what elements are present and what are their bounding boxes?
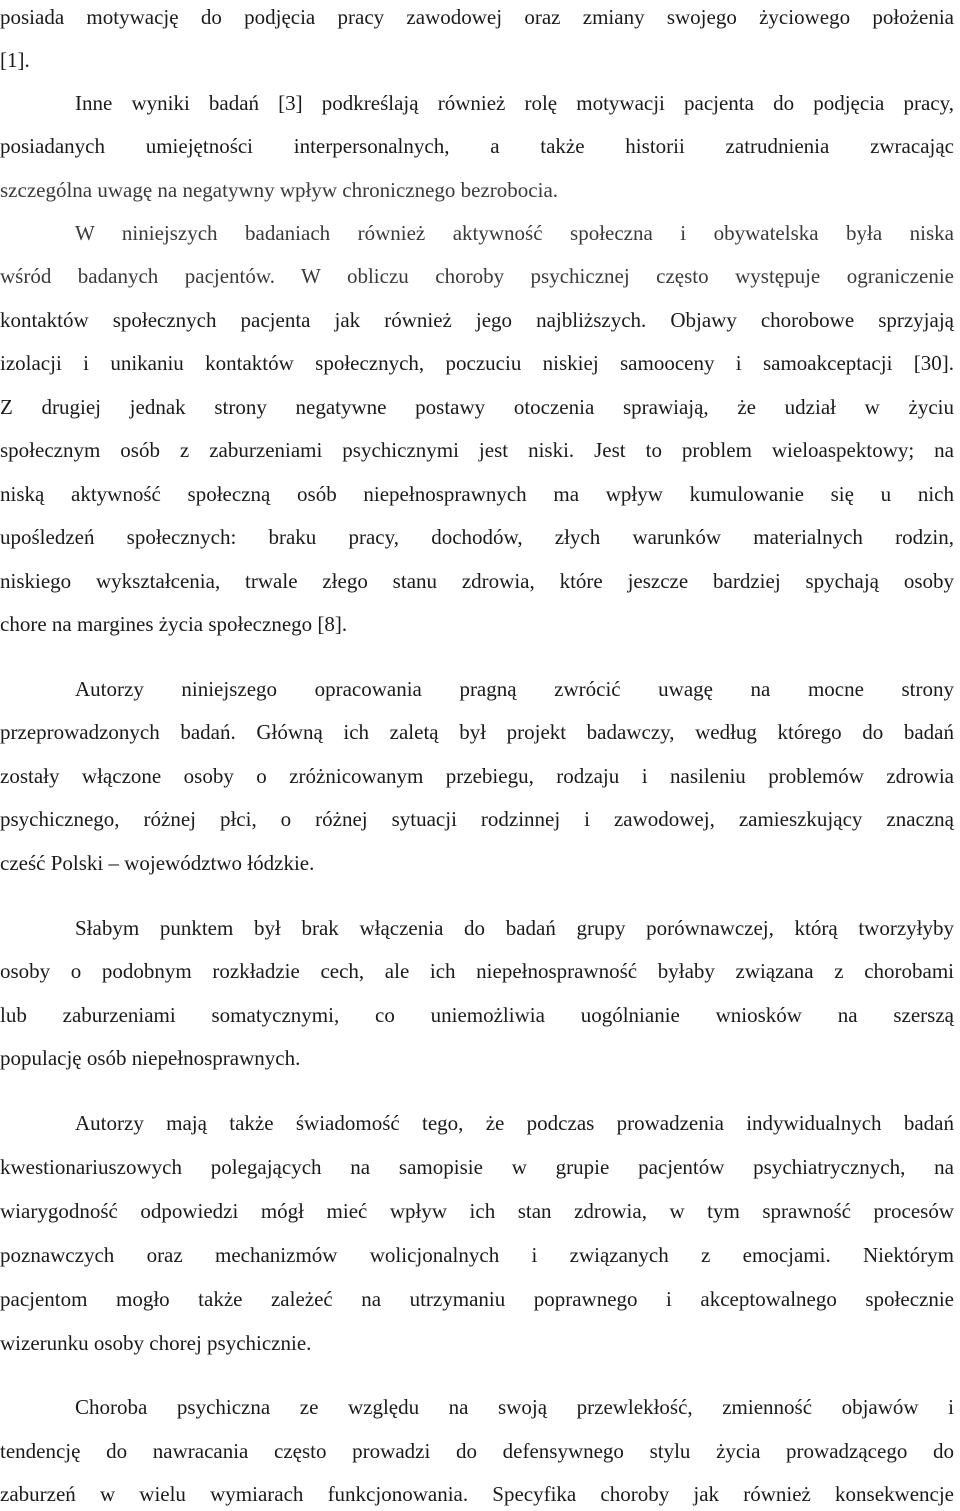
text-line: upośledzeń społecznych: braku pracy, dochodów, złych warunków materialnych rodzin, [0,525,954,549]
text-line: niskiego wykształcenia, trwale złego stanu zdrowia, które jeszcze bardziej spychają osoby [0,569,954,593]
text-line: przeprowadzonych badań. Główną ich zaletą był projekt badawczy, według którego do badań [0,720,954,744]
text-line: Słabym punktem był brak włączenia do badań grupy porównawczej, którą tworzyłyby [75,916,954,940]
text-line: osoby o podobnym rozkładzie cech, ale ich niepełnosprawność byłaby związana z chorobami [0,959,954,983]
text-line: niską aktywność społeczną osób niepełnosprawnych ma wpływ kumulowanie się u nich [0,482,954,506]
text-line: psychicznego, różnej płci, o różnej sytuacji rodzinnej i zawodowej, zamieszkujący znaczną [0,807,954,831]
text-line: kwestionariuszowych polegających na samopisie w grupie pacjentów psychiatrycznych, na [0,1155,954,1179]
text-line: wizerunku osoby chorej psychicznie. [0,1331,312,1355]
text-line: wśród badanych pacjentów. W obliczu choroby psychicznej często występuje ograniczenie [0,264,954,288]
text-line: lub zaburzeniami somatycznymi, co uniemożliwia uogólnianie wniosków na szerszą [0,1003,954,1027]
text-line: Autorzy mają także świadomość tego, że podczas prowadzenia indywidualnych badań [75,1111,954,1135]
text-line: posiada motywację do podjęcia pracy zawodowej oraz zmiany swojego życiowego położenia [0,5,954,29]
text-line: W niniejszych badaniach również aktywność społeczna i obywatelska była niska [75,221,954,245]
text-line: pacjentom mogło także zależeć na utrzymaniu poprawnego i akceptowalnego społecznie [0,1287,954,1311]
text-line: wiarygodność odpowiedzi mógł mieć wpływ ich stan zdrowia, w tym sprawność procesów [0,1199,954,1223]
text-line: kontaktów społecznych pacjenta jak również jego najbliższych. Objawy chorobowe sprzyjają [0,308,954,332]
text-line: Inne wyniki badań [3] podkreślają również rolę motywacji pacjenta do podjęcia pracy, [75,91,954,115]
text-line: zostały włączone osoby o zróżnicowanym przebiegu, rodzaju i nasileniu problemów zdrowia [0,764,954,788]
text-line: izolacji i unikaniu kontaktów społecznych, poczuciu niskiej samooceny i samoakceptacji [30]. [0,351,954,375]
text-line: poznawczych oraz mechanizmów wolicjonalnych i związanych z emocjami. Niektórym [0,1243,954,1267]
text-line: Autorzy niniejszego opracowania pragną zwrócić uwagę na mocne strony [75,677,954,701]
text-line: społecznym osób z zaburzeniami psychicznymi jest niski. Jest to problem wieloaspektowy; na [0,438,954,462]
text-line: Choroba psychiczna ze względu na swoją przewlekłość, zmienność objawów i [75,1395,954,1419]
text-line: populację osób niepełnosprawnych. [0,1046,301,1070]
text-line: chore na margines życia społecznego [8]. [0,612,348,636]
text-line: posiadanych umiejętności interpersonalnych, a także historii zatrudnienia zwracając [0,134,954,158]
text-line: cześć Polski – województwo łódzkie. [0,851,315,875]
text-line: zaburzeń w wielu wymiarach funkcjonowania. Specyfika choroby jak również konsekwencje [0,1482,954,1506]
text-line: tendencję do nawracania często prowadzi do defensywnego stylu życia prowadzącego do [0,1439,954,1463]
text-line: szczególna uwagę na negatywny wpływ chronicznego bezrobocia. [0,178,559,202]
text-line: [1]. [0,48,30,72]
text-line: Z drugiej jednak strony negatywne postawy otoczenia sprawiają, że udział w życiu [0,395,954,419]
